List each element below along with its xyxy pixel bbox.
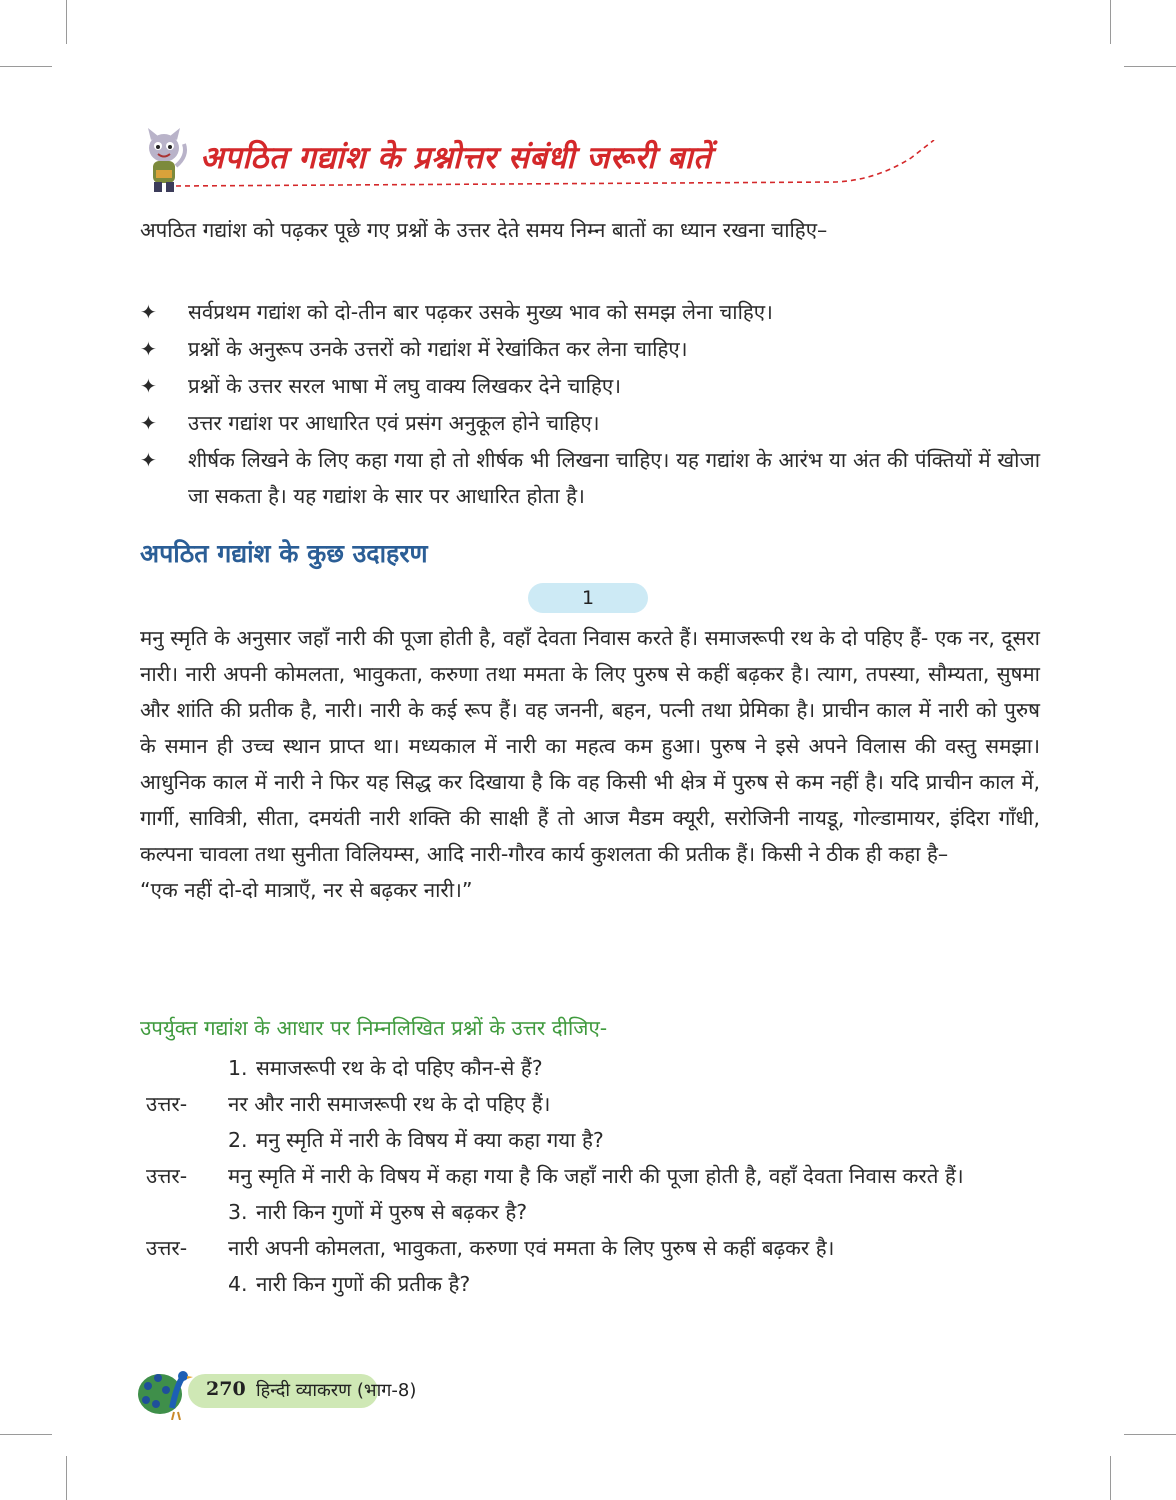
answer-text: मनु स्मृति में नारी के विषय में कहा गया है कि जहाँ नारी की पूजा होती है, वहाँ देवता निवास करते हैं। <box>228 1164 964 1188</box>
question-row <box>140 1266 1050 1302</box>
answer-label: उत्तर- <box>146 1236 188 1260</box>
page-title: अपठित गद्यांश के प्रश्नोत्तर संबंधी जरूरी बातें <box>200 140 712 176</box>
question-row <box>140 1050 1050 1086</box>
answer-text: नर और नारी समाजरूपी रथ के दो पहिए हैं। <box>228 1092 551 1116</box>
question-number: 4. <box>228 1272 248 1296</box>
star-bullet-icon: ✦ <box>140 337 157 361</box>
question-number: 3. <box>228 1200 248 1224</box>
page-footer <box>136 1364 556 1414</box>
question-row <box>140 1122 1050 1158</box>
answer-row <box>140 1158 1050 1194</box>
tip-text: प्रश्नों के उत्तर सरल भाषा में लघु वाक्य लिखकर देने चाहिए। <box>188 374 622 398</box>
question-text: समाजरूपी रथ के दो पहिए कौन-से हैं? <box>256 1056 543 1080</box>
header-underline <box>176 140 936 190</box>
star-bullet-icon: ✦ <box>140 411 157 435</box>
book-title: हिन्दी व्याकरण (भाग-8) <box>256 1380 417 1401</box>
crop-mark <box>1124 66 1176 67</box>
list-item <box>140 368 1040 404</box>
star-bullet-icon: ✦ <box>140 374 157 398</box>
answer-row <box>140 1086 1050 1122</box>
passage-number-badge: 1 <box>528 583 648 613</box>
crop-mark <box>66 1456 67 1500</box>
section-heading: अपठित गद्यांश के कुछ उदाहरण <box>140 539 428 568</box>
list-item <box>140 442 1040 514</box>
questions-heading: उपर्युक्त गद्यांश के आधार पर निम्नलिखित प्रश्नों के उत्तर दीजिए- <box>140 1016 608 1040</box>
crop-mark <box>0 1434 52 1435</box>
list-item <box>140 331 1040 367</box>
passage-quote: “एक नहीं दो-दो मात्राएँ, नर से बढ़कर नारी।” <box>140 878 473 902</box>
question-answer-list <box>140 1050 1050 1302</box>
question-text: मनु स्मृति में नारी के विषय में क्या कहा गया है? <box>256 1128 604 1152</box>
page-number: 270 <box>206 1378 246 1400</box>
star-bullet-icon: ✦ <box>140 448 157 472</box>
crop-mark <box>0 66 52 67</box>
tips-list <box>140 294 1040 515</box>
crop-mark <box>66 0 67 44</box>
answer-text: नारी अपनी कोमलता, भावुकता, करुणा एवं ममता के लिए पुरुष से कहीं बढ़कर है। <box>228 1236 835 1260</box>
crop-mark <box>1110 0 1111 44</box>
crop-mark <box>1124 1434 1176 1435</box>
tip-text: प्रश्नों के अनुरूप उनके उत्तरों को गद्यांश में रेखांकित कर लेना चाहिए। <box>188 337 688 361</box>
tip-text: उत्तर गद्यांश पर आधारित एवं प्रसंग अनुकूल होने चाहिए। <box>188 411 600 435</box>
answer-label: उत्तर- <box>146 1092 188 1116</box>
peacock-icon <box>136 1364 200 1420</box>
list-item <box>140 294 1040 330</box>
question-number: 2. <box>228 1128 248 1152</box>
answer-row <box>140 1230 1050 1266</box>
crop-mark <box>1110 1456 1111 1500</box>
list-item <box>140 405 1040 441</box>
intro-paragraph: अपठित गद्यांश को पढ़कर पूछे गए प्रश्नों के उत्तर देते समय निम्न बातों का ध्यान रखना चाहिए– <box>140 218 828 242</box>
tip-text: सर्वप्रथम गद्यांश को दो-तीन बार पढ़कर उसके मुख्य भाव को समझ लेना चाहिए। <box>188 300 773 324</box>
passage <box>140 620 1040 908</box>
question-text: नारी किन गुणों में पुरुष से बढ़कर है? <box>256 1200 528 1224</box>
answer-label: उत्तर- <box>146 1164 188 1188</box>
question-text: नारी किन गुणों की प्रतीक है? <box>256 1272 471 1296</box>
star-bullet-icon: ✦ <box>140 300 157 324</box>
passage-text: मनु स्मृति के अनुसार जहाँ नारी की पूजा होती है, वहाँ देवता निवास करते हैं। समाजरूपी रथ के दो पहिए हैं- एक नर, दूसरा नारी। नारी अपनी कोमलता, भावुकता, करुणा तथा ममता के लिए पुरुष से कहीं बढ़कर है। त्याग, तपस्या, सौम्यता, सुषमा और शांति की प्रतीक है, नारी। नारी के कई रूप हैं। वह जननी, बहन, पत्नी तथा प्रेमिका है। प्राचीन काल में नारी को पुरुष के समान ही उच्च स्थान प्राप्त था। मध्यकाल में नारी का महत्व कम हुआ। पुरुष ने इसे अपने विलास की वस्तु समझा। आधुनिक काल में नारी ने फिर यह सिद्ध कर दिखाया है कि वह किसी भी क्षेत्र में पुरुष से कम नहीं है। यदि प्राचीन काल में, गार्गी, सावित्री, सीता, दमयंती नारी शक्ति की साक्षी हैं तो आज मैडम क्यूरी, सरोजिनी नायडू, गोल्डामायर, इंदिरा गाँधी, कल्पना चावला तथा सुनीता विलियम्स, आदि नारी-गौरव कार्य कुशलता की प्रतीक हैं। किसी ने ठीक ही कहा है– <box>140 626 1040 866</box>
tip-text: शीर्षक लिखने के लिए कहा गया हो तो शीर्षक भी लिखना चाहिए। यह गद्यांश के आरंभ या अंत की पंक्तियों में खोजा जा सकता है। यह गद्यांश के सार पर आधारित होता है। <box>188 448 1040 508</box>
question-row <box>140 1194 1050 1230</box>
question-number: 1. <box>228 1056 248 1080</box>
